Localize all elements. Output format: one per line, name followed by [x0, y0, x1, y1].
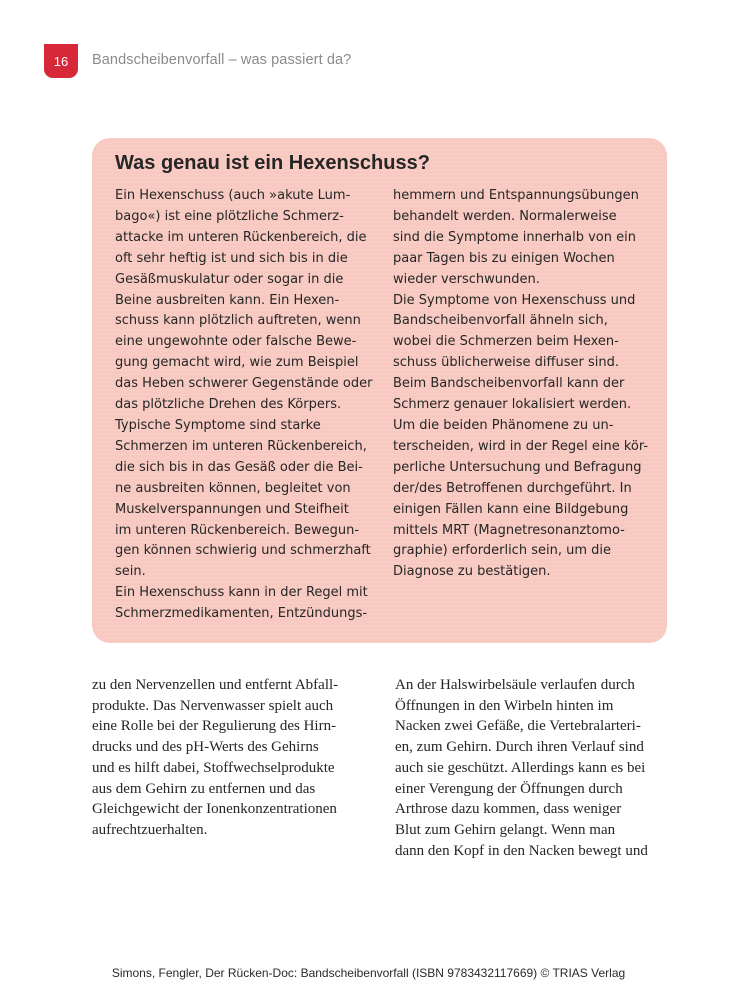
text-line: die sich bis in das Gesäß oder die Bei- — [115, 459, 363, 475]
text-line: einer Verengung der Öffnungen durch — [395, 780, 623, 797]
text-line: das plötzliche Drehen des Körpers. — [115, 397, 342, 413]
text-line: gung gemacht wird, wie zum Beispiel — [115, 355, 359, 371]
text-line: eine Rolle bei der Regulierung des Hirn- — [92, 718, 337, 735]
text-line: Blut zum Gehirn gelangt. Wenn man — [395, 821, 616, 838]
text-line: terscheiden, wird in der Regel eine kör- — [393, 438, 649, 454]
text-line: bago«) ist eine plötzliche Schmerz- — [115, 208, 344, 224]
text-line: Arthrose dazu kommen, dass weniger — [395, 801, 622, 818]
text-line: Ein Hexenschuss (auch »akute Lum- — [115, 188, 351, 203]
footer-citation: Simons, Fengler, Der Rücken-Doc: Bandscheibenvorfall (ISBN 9783432117669) © TRIAS Verlag — [111, 966, 626, 980]
text-line: Beine ausbreiten kann. Ein Hexen- — [115, 292, 340, 308]
info-box-column-right — [393, 186, 653, 583]
running-title: Bandscheibenvorfall – was passiert da? — [92, 52, 352, 68]
text-line: eine ungewohnte oder falsche Bewe- — [115, 334, 357, 350]
text-line: schuss kann plötzlich auftreten, wenn — [115, 313, 361, 329]
text-line: graphie) erforderlich sein, um die — [393, 543, 611, 559]
text-line: dann den Kopf in den Nacken bewegt und — [395, 842, 648, 859]
text-line: Schmerzen im unteren Rückenbereich, — [115, 438, 367, 454]
text-line: Schmerz genauer lokalisiert werden. — [393, 397, 632, 413]
text-line: Bandscheibenvorfall ähneln sich, — [393, 313, 608, 329]
text-line: Gesäßmuskulatur oder sogar in die — [115, 271, 344, 287]
info-box-column-left — [115, 186, 375, 625]
text-line: wobei die Schmerzen beim Hexen- — [393, 334, 619, 350]
text-line: Die Symptome von Hexenschuss und — [393, 292, 636, 308]
text-line: Schmerzmedikamenten, Entzündungs- — [115, 606, 368, 622]
text-line: Um die beiden Phänomene zu un- — [393, 417, 614, 433]
text-line: en, zum Gehirn. Durch ihren Verlauf sind — [395, 739, 644, 756]
page-number-badge — [44, 44, 78, 78]
text-line: Diagnose zu bestätigen. — [393, 564, 551, 580]
text-line: attacke im unteren Rückenbereich, die — [115, 229, 367, 245]
text-line: im unteren Rückenbereich. Bewegun- — [115, 522, 360, 538]
text-line: zu den Nervenzellen und entfernt Abfall- — [92, 677, 339, 693]
text-line: sind die Symptome innerhalb von ein — [393, 229, 636, 245]
text-line: der/des Betroffenen durchgeführt. In — [393, 480, 632, 496]
text-line: und es hilft dabei, Stoffwechselprodukte — [92, 759, 335, 776]
text-line: produkte. Das Nervenwasser spielt auch — [92, 697, 334, 714]
text-line: hemmern und Entspannungsübungen — [393, 188, 639, 203]
text-line: Muskelverspannungen und Steifheit — [115, 501, 349, 517]
text-line: Typische Symptome sind starke — [115, 417, 321, 433]
text-line: paar Tagen bis zu einigen Wochen — [393, 250, 615, 266]
text-line: Öffnungen in den Wirbeln hinten im — [395, 697, 614, 714]
text-line: Gleichgewicht der Ionenkonzentrationen — [92, 801, 337, 818]
text-line: Nacken zwei Gefäße, die Vertebralarteri- — [395, 718, 641, 735]
body-column-left — [92, 675, 382, 841]
text-line: wieder verschwunden. — [393, 271, 540, 287]
info-box — [92, 138, 667, 643]
info-box-title: Was genau ist ein Hexenschuss? — [115, 152, 430, 174]
text-line: gen können schwierig und schmerzhaft — [115, 543, 371, 559]
text-line: das Heben schwerer Gegenstände oder — [115, 376, 373, 392]
page-number: 16 — [53, 53, 69, 69]
text-line: sein. — [115, 564, 146, 580]
body-column-right — [395, 675, 685, 861]
text-line: An der Halswirbelsäule verlaufen durch — [395, 677, 635, 693]
text-line: schuss üblicherweise diffuser sind. — [393, 355, 619, 371]
text-line: behandelt werden. Normalerweise — [393, 208, 617, 224]
text-line: drucks und des pH-Werts des Gehirns — [92, 739, 319, 756]
text-line: mittels MRT (Magnetresonanztomo- — [393, 522, 625, 538]
text-line: Beim Bandscheibenvorfall kann der — [393, 376, 625, 392]
text-line: ne ausbreiten können, begleitet von — [115, 480, 351, 496]
text-line: einigen Fällen kann eine Bildgebung — [393, 501, 629, 517]
text-line: perliche Untersuchung und Befragung — [393, 459, 642, 475]
text-line: auch sie geschützt. Allerdings kann es bei — [395, 759, 646, 776]
text-line: oft sehr heftig ist und sich bis in die — [115, 250, 348, 266]
text-line: aus dem Gehirn zu entfernen und das — [92, 780, 316, 797]
text-line: Ein Hexenschuss kann in der Regel mit — [115, 585, 368, 601]
text-line: aufrechtzuerhalten. — [92, 821, 208, 838]
